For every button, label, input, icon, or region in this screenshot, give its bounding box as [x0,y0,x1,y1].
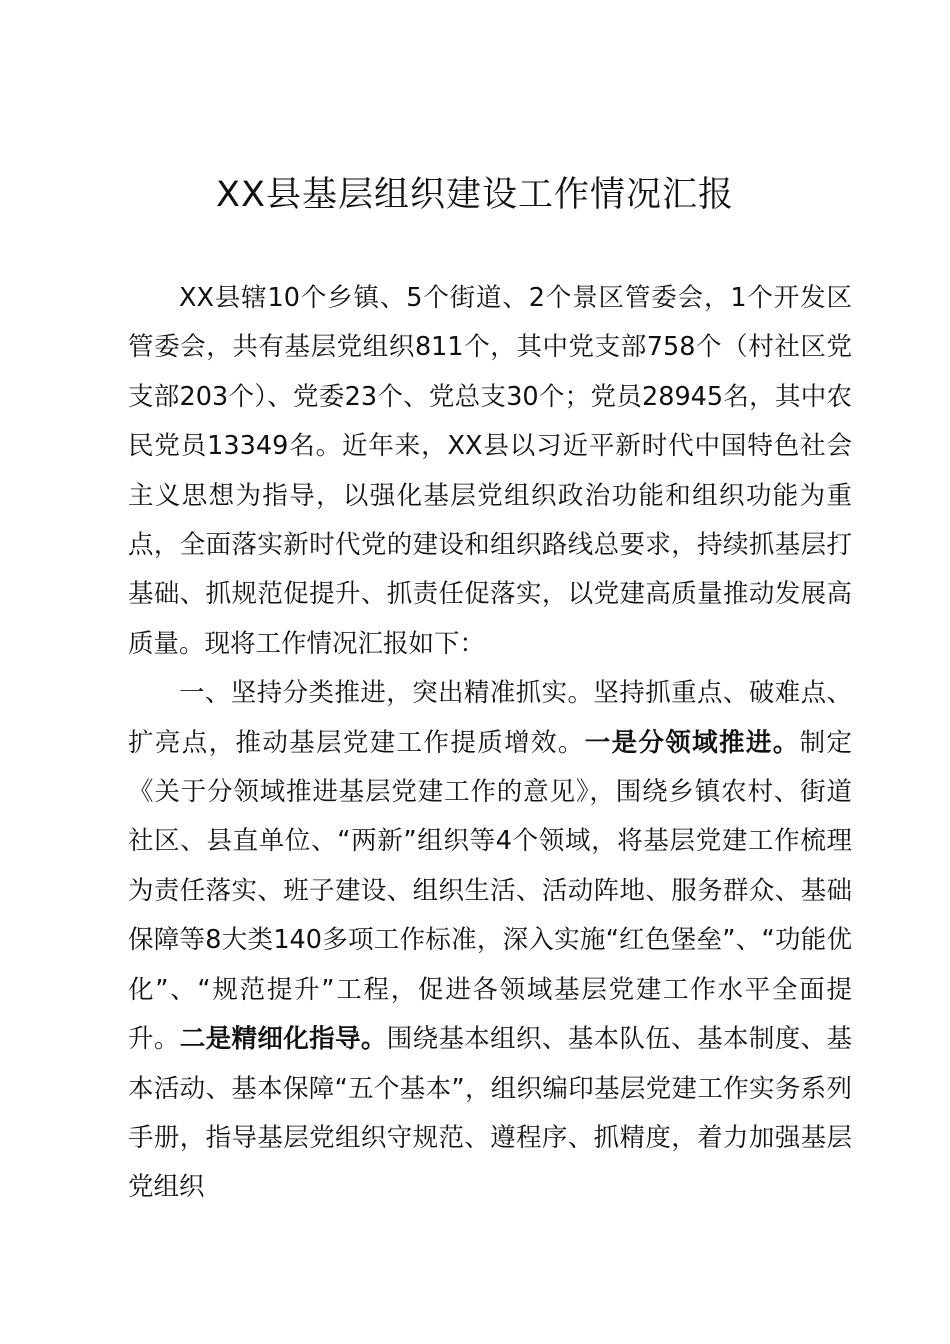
point-1-label: 一是分领域推进。 [584,727,800,758]
document-title: XX县基层组织建设工作情况汇报 [216,175,734,215]
intro-paragraph: XX县辖10个乡镇、5个街道、2个景区管委会，1个开发区管委会，共有基层党组织811个，其中党支部758个（村社区党支部203个）、党委23个、党总支30个；党员28945名，其中农民党员13349名。近年来，XX县以习近平新时代中国特色社会主义思想为指导，以强化基层党组织政治功能和组织功能为重点，全面落实新时代党的建设和组织路线总要求，持续抓基层打基础、抓规范促提升、抓责任促落实，以党建高质量推动发展高质量。现将工作情况汇报如下： [128,283,852,659]
point-1-text: 制定《关于分领域推进基层党建工作的意见》，围绕乡镇农村、街道社区、县直单位、“两新”组织等4个领域，将基层党建工作梳理为责任落实、班子建设、组织生活、活动阵地、服务群众、基础保障等8大类140多项工作标准，深入实施“红色堡垒”、“功能优化”、“规范提升”工程，促进各领域基层党建工作水平全面提升。 [128,727,852,1055]
section-1-heading: 一、坚持分类推进，突出精准抓实。 [179,678,594,709]
section-1-paragraph [128,669,852,1212]
document-body [128,274,852,1213]
point-2-text: 围绕基本组织、基本队伍、基本制度、基本活动、基本保障“五个基本”，组织编印基层党建工作实务系列手册，指导基层党组织守规范、遵程序、抓精度，着力加强基层党组织 [128,1024,852,1203]
point-2-label: 二是精细化指导。 [179,1024,387,1055]
section-1-intro: 坚持抓重点、破难点、扩亮点，推动基层党建工作提质增效。 [128,678,852,758]
